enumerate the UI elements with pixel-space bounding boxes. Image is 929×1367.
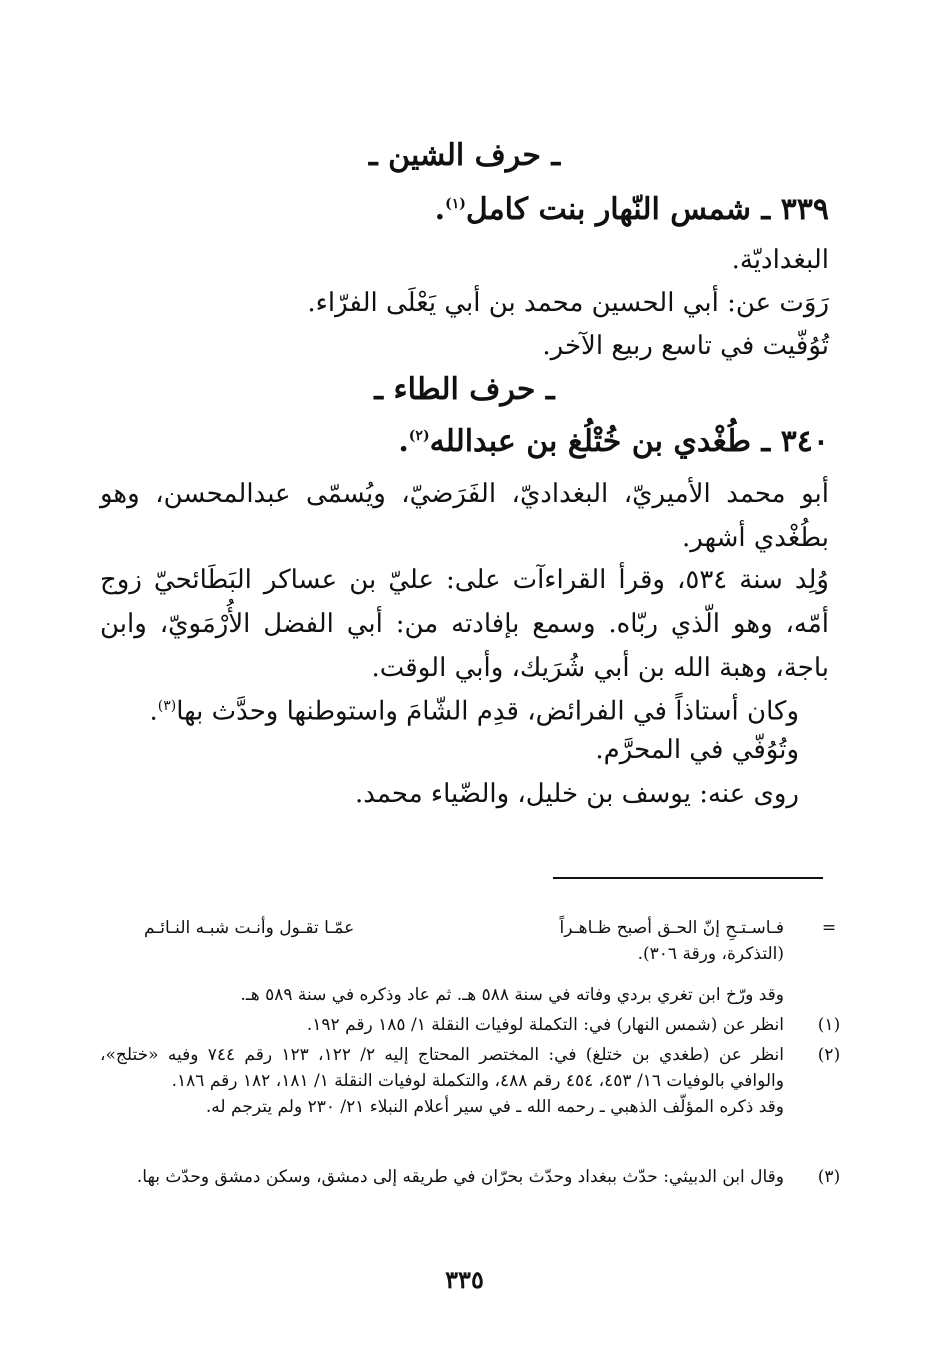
entry-339-title xyxy=(100,192,829,227)
footnote-ref-3: (٣) xyxy=(157,698,177,714)
entry-340-paragraph-3-text: وكان أستاذاً في الفرائض، قدِم الشّامَ واستوطنها وحدَّث بها xyxy=(176,696,799,727)
footnote-extra-text: وقد ورّخ ابن تغري بردي وفاته في سنة ٥٨٨ هـ. ثم عاد وذكره في سنة ٥٨٩ هـ. xyxy=(240,985,784,1005)
verse-hemistich-right: فـاسـتـحِ إنّ الحـق أصبح ظـاهـراً xyxy=(559,918,784,938)
footnote-3-mark: (٣) xyxy=(817,1167,841,1187)
footnote-2-extra: وقد ذكره المؤلّف الذهبي ـ رحمه الله ـ في سير أعلام النبلاء ٢١/ ٢٣٠ ولم يترجم له. xyxy=(205,1097,784,1117)
entry-340-paragraph-4: وتُوُفّي في المحرَّم. xyxy=(595,735,799,765)
footnote-2-mark: (٢) xyxy=(817,1045,841,1065)
entry-340-paragraph-2: وُلِد سنة ٥٣٤، وقرأ القراءآت على: عليّ بن عساكر البَطَائحيّ زوج أمّه، وهو الّذي ربّاه. وسمع بإفادته من: أبي الفضل الأُرْمَويّ، وابن باجة، وهبة الله بن أبي شُرَيك، وأبي الوقت. xyxy=(100,565,830,683)
footnote-extra-line xyxy=(100,982,829,1008)
entry-340-paragraph-5: روى عنه: يوسف بن خليل، والضّياء محمد. xyxy=(354,779,799,809)
verse-source: (التذكرة، ورقة ٣٠٦). xyxy=(637,944,784,964)
footnote-3-text: وقال ابن الدبيثي: حدّث ببغداد وحدّث بحرّان في طريقه إلى دمشق، وسكن دمشق وحدّث بها. xyxy=(136,1167,784,1187)
footnote-1-text: انظر عن (شمس النهار) في: التكملة لوفيات النقلة ١/ ١٨٥ رقم ١٩٢. xyxy=(306,1015,784,1035)
page-number: ٣٣٥ xyxy=(445,1265,484,1294)
entry-340-paragraph-3 xyxy=(100,686,829,732)
footnote-ref-2: (٢) xyxy=(408,428,430,444)
entry-340-title xyxy=(100,424,829,459)
continuation-mark: = xyxy=(821,918,837,938)
footnote-verse xyxy=(100,915,829,967)
entry-339-line-2: رَوَت عن: أبي الحسين محمد بن أبي يَعْلَى الفرّاء. xyxy=(307,288,829,318)
section-heading-ta: ـ حرف الطاء ـ xyxy=(374,372,555,407)
entry-340-title-text: ٣٤٠ ـ طُغْدي بن خُتْلُغ بن عبدالله xyxy=(429,424,829,459)
section-heading-shin: ـ حرف الشين ـ xyxy=(368,138,561,173)
footnote-2-text: انظر عن (طغدي بن ختلغ) في: المختصر المحتاج إليه ٢/ ١٢٢، ١٢٣ رقم ٧٤٤ وفيه «ختلج»، والوافي بالوفيات ١٦/ ٤٥٣، ٤٥٤ رقم ٤٨٨، والتكملة لوفيات النقلة ١/ ١٨١، ١٨٢ رقم ١٨٦. xyxy=(100,1045,785,1091)
entry-339-line-3: تُوُفّيت في تاسع ربيع الآخر. xyxy=(542,331,829,361)
footnote-separator xyxy=(553,877,823,879)
footnote-3 xyxy=(100,1164,841,1190)
verse-line xyxy=(144,915,784,941)
verse-hemistich-left: عمّـا تقـول وأنـت شبـه النـائـم xyxy=(144,918,355,938)
footnote-1 xyxy=(100,1012,841,1038)
entry-340-paragraph-3-end: . xyxy=(149,696,158,727)
entry-340-title-end: . xyxy=(398,424,409,459)
footnote-1-mark: (١) xyxy=(817,1015,841,1035)
footnote-2 xyxy=(100,1042,841,1120)
footnote-ref-1: (١) xyxy=(445,196,466,212)
entry-339-title-text: ٣٣٩ ـ شمس النّهار بنت كامل xyxy=(465,192,829,227)
entry-339-title-end: . xyxy=(434,192,446,227)
footnote-continuation xyxy=(100,915,837,967)
entry-339-line-1: البغداديّة. xyxy=(731,245,829,275)
entry-340-paragraph-1: أبو محمد الأميريّ، البغداديّ، الفَرَضيّ، ويُسمّى عبدالمحسن، وهو بطُغْدي أشهر. xyxy=(100,479,829,553)
